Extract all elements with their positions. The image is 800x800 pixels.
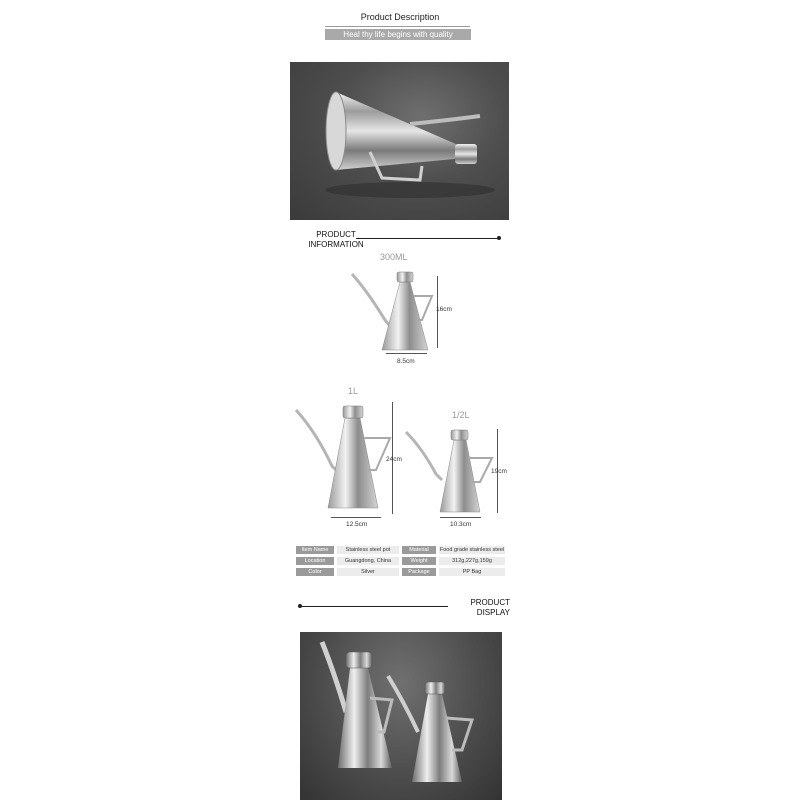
capacity-label-1l: 1L bbox=[348, 386, 359, 396]
spec-label: Weight bbox=[402, 557, 436, 565]
spec-label: Item Name bbox=[296, 546, 334, 554]
height-label-1l: 24cm bbox=[386, 456, 402, 463]
height-label-half-l: 19cm bbox=[491, 468, 507, 475]
width-label-300ml: 8.5cm bbox=[397, 358, 415, 365]
spec-value: Silver bbox=[337, 568, 399, 576]
spec-table bbox=[296, 546, 506, 576]
section-heading-display-text: PRODUCT DISPLAY bbox=[470, 598, 510, 617]
spec-label: Material bbox=[402, 546, 436, 554]
oil-pots-display-image bbox=[300, 632, 502, 800]
dimension-line-horizontal bbox=[331, 517, 381, 518]
dimension-line-horizontal bbox=[440, 517, 481, 518]
capacity-label-300ml: 300ML bbox=[380, 252, 408, 262]
spec-value: Food grade stainless steel bbox=[439, 547, 505, 553]
spec-label: Location bbox=[296, 557, 334, 565]
dimension-line-horizontal bbox=[386, 353, 427, 354]
spec-value: 312g,227g,159g bbox=[439, 557, 505, 565]
spec-label: Package bbox=[402, 568, 436, 576]
width-label-half-l: 10.3cm bbox=[450, 521, 472, 528]
capacity-label-half-l: 1/2L bbox=[452, 410, 470, 420]
product-photo-lying bbox=[290, 62, 509, 220]
spec-label: Color bbox=[296, 568, 334, 576]
oil-pot-half-l-image bbox=[402, 424, 498, 516]
spec-grid bbox=[296, 546, 506, 576]
oil-pot-1l-image bbox=[290, 398, 400, 516]
spec-value: Guangdong, China bbox=[337, 557, 399, 565]
oil-pot-lying-image bbox=[290, 62, 509, 220]
heading-line bbox=[356, 238, 500, 239]
section-heading-display bbox=[440, 598, 510, 618]
title-divider bbox=[325, 26, 470, 27]
heading-dot bbox=[497, 236, 501, 240]
section-heading-info-text: PRODUCT INFORMATION bbox=[308, 230, 364, 249]
section-heading-info bbox=[296, 230, 376, 250]
section-title: Product Description bbox=[360, 12, 440, 22]
heading-line bbox=[300, 606, 448, 607]
spec-value: Stainless steel pot bbox=[337, 546, 399, 554]
height-label-300ml: 16cm bbox=[436, 306, 452, 313]
spec-value: PP Bag bbox=[439, 568, 505, 576]
tagline-banner: Heal thy life begins with quality bbox=[325, 29, 471, 40]
product-photo-display bbox=[300, 632, 502, 800]
oil-pot-300ml-image bbox=[340, 262, 460, 372]
width-label-1l: 12.5cm bbox=[346, 521, 368, 528]
